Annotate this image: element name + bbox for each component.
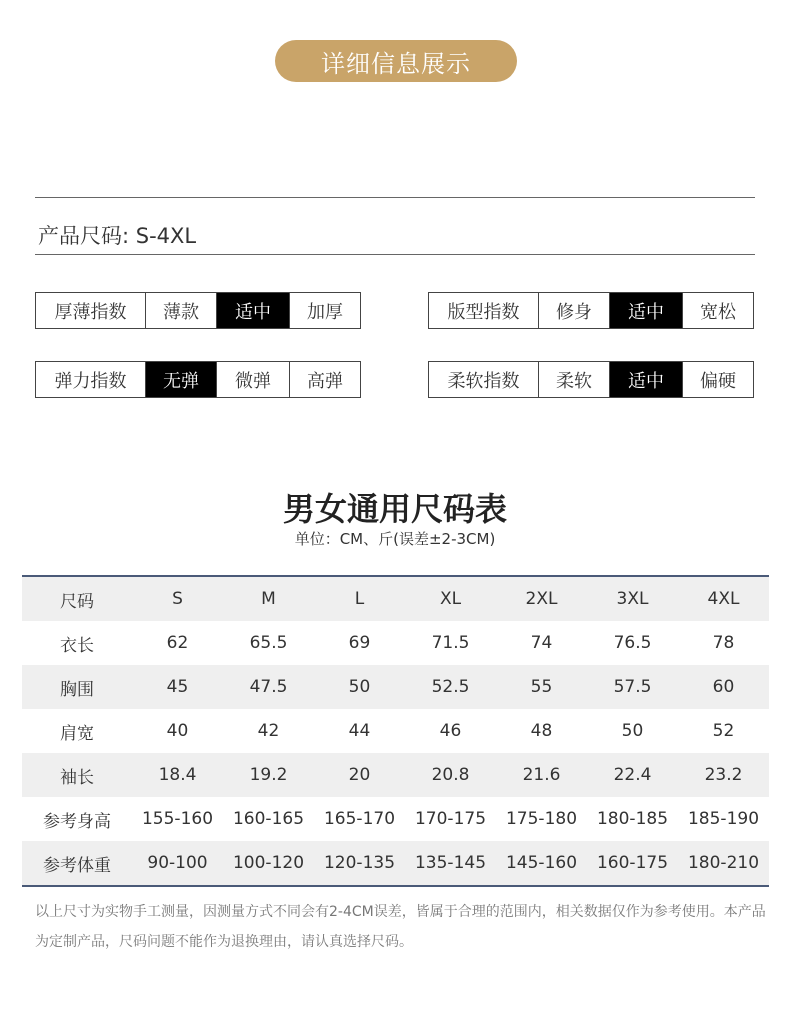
table-header-cell: 尺码 [60,591,94,612]
table-cell: 145-160 [505,853,578,873]
table-header-cell: S [172,589,183,609]
table-cell: 165-170 [323,809,396,829]
table-cell: 20.8 [431,765,470,785]
table-cell: 57.5 [613,677,652,697]
index-option: 修身 [538,293,609,328]
fit-index [428,292,754,329]
table-header-cell: 4XL [707,589,740,609]
table-cell: 160-165 [232,809,305,829]
index-option: 宽松 [682,293,753,328]
table-cell: 23.2 [704,765,743,785]
table-cell: 55 [530,677,553,697]
table-cell: 175-180 [505,809,578,829]
table-cell: 44 [348,721,371,741]
table-cell: 180-185 [596,809,669,829]
table-cell: 170-175 [414,809,487,829]
index-option-selected: 适中 [609,293,682,328]
table-cell: 50 [621,721,644,741]
table-cell: 185-190 [687,809,760,829]
table-row [22,797,769,841]
table-cell: 48 [530,721,553,741]
index-option: 加厚 [289,293,360,328]
index-option-selected: 适中 [609,362,682,397]
table-row [22,841,769,885]
table-cell: 60 [712,677,735,697]
table-cell: 90-100 [147,853,208,873]
table-cell: 155-160 [141,809,214,829]
table-cell: 衣长 [60,635,94,656]
index-option-selected: 适中 [216,293,289,328]
table-cell: 40 [166,721,189,741]
product-size-range: 产品尺码: S-4XL [38,224,197,248]
table-cell: 22.4 [613,765,652,785]
table-cell: 46 [439,721,462,741]
table-cell: 参考身高 [43,811,111,832]
table-cell: 62 [166,633,189,653]
table-cell: 45 [166,677,189,697]
index-option: 偏硬 [682,362,753,397]
table-row [22,709,769,753]
table-cell: 65.5 [249,633,288,653]
index-label: 版型指数 [447,301,520,323]
table-header-cell: 2XL [525,589,558,609]
size-chart-title: 男女通用尺码表 [282,490,507,528]
table-cell: 18.4 [158,765,197,785]
index-option: 柔软 [538,362,609,397]
table-cell: 74 [530,633,553,653]
table-cell: 19.2 [249,765,288,785]
table-row [22,665,769,709]
index-option: 薄款 [145,293,216,328]
index-label: 柔软指数 [447,370,520,392]
table-cell: 100-120 [232,853,305,873]
table-header-cell: L [354,589,365,609]
table-cell: 袖长 [60,767,94,788]
table-cell: 78 [712,633,735,653]
divider-bottom [35,254,755,255]
table-cell: 42 [257,721,280,741]
table-cell: 160-175 [596,853,669,873]
elasticity-index [35,361,361,398]
table-cell: 21.6 [522,765,561,785]
table-header-cell: M [261,589,276,609]
table-cell: 69 [348,633,371,653]
table-cell: 参考体重 [43,855,111,876]
measurement-note: 以上尺寸为实物手工测量，因测量方式不同会有2-4CM误差，皆属于合理的范围内，相关数据仅作为参考使用。本产品为定制产品，尺码问题不能作为退换理由，请认真选择尺码。 [35,904,766,950]
softness-index [428,361,754,398]
size-chart-unit: 单位：CM、斤(误差±2-3CM) [294,530,496,548]
index-option-selected: 无弹 [145,362,216,397]
index-label: 厚薄指数 [54,301,127,323]
index-option: 微弹 [216,362,289,397]
table-cell: 20 [348,765,371,785]
table-cell: 胸围 [60,679,94,700]
table-header-cell: XL [439,589,462,609]
table-cell: 135-145 [414,853,487,873]
size-table [22,575,769,887]
table-cell: 52 [712,721,735,741]
table-cell: 120-135 [323,853,396,873]
table-cell: 50 [348,677,371,697]
table-cell: 180-210 [687,853,760,873]
table-cell: 47.5 [249,677,288,697]
table-cell: 肩宽 [60,723,94,744]
index-label: 弹力指数 [54,370,127,392]
table-cell: 52.5 [431,677,470,697]
table-cell: 76.5 [613,633,652,653]
table-row [22,753,769,797]
divider-top [35,197,755,198]
table-cell: 71.5 [431,633,470,653]
table-row [22,621,769,665]
thickness-index [35,292,361,329]
section-banner: 详细信息展示 [275,40,517,82]
table-header-row [22,577,769,621]
table-header-cell: 3XL [616,589,649,609]
index-option: 高弹 [289,362,360,397]
